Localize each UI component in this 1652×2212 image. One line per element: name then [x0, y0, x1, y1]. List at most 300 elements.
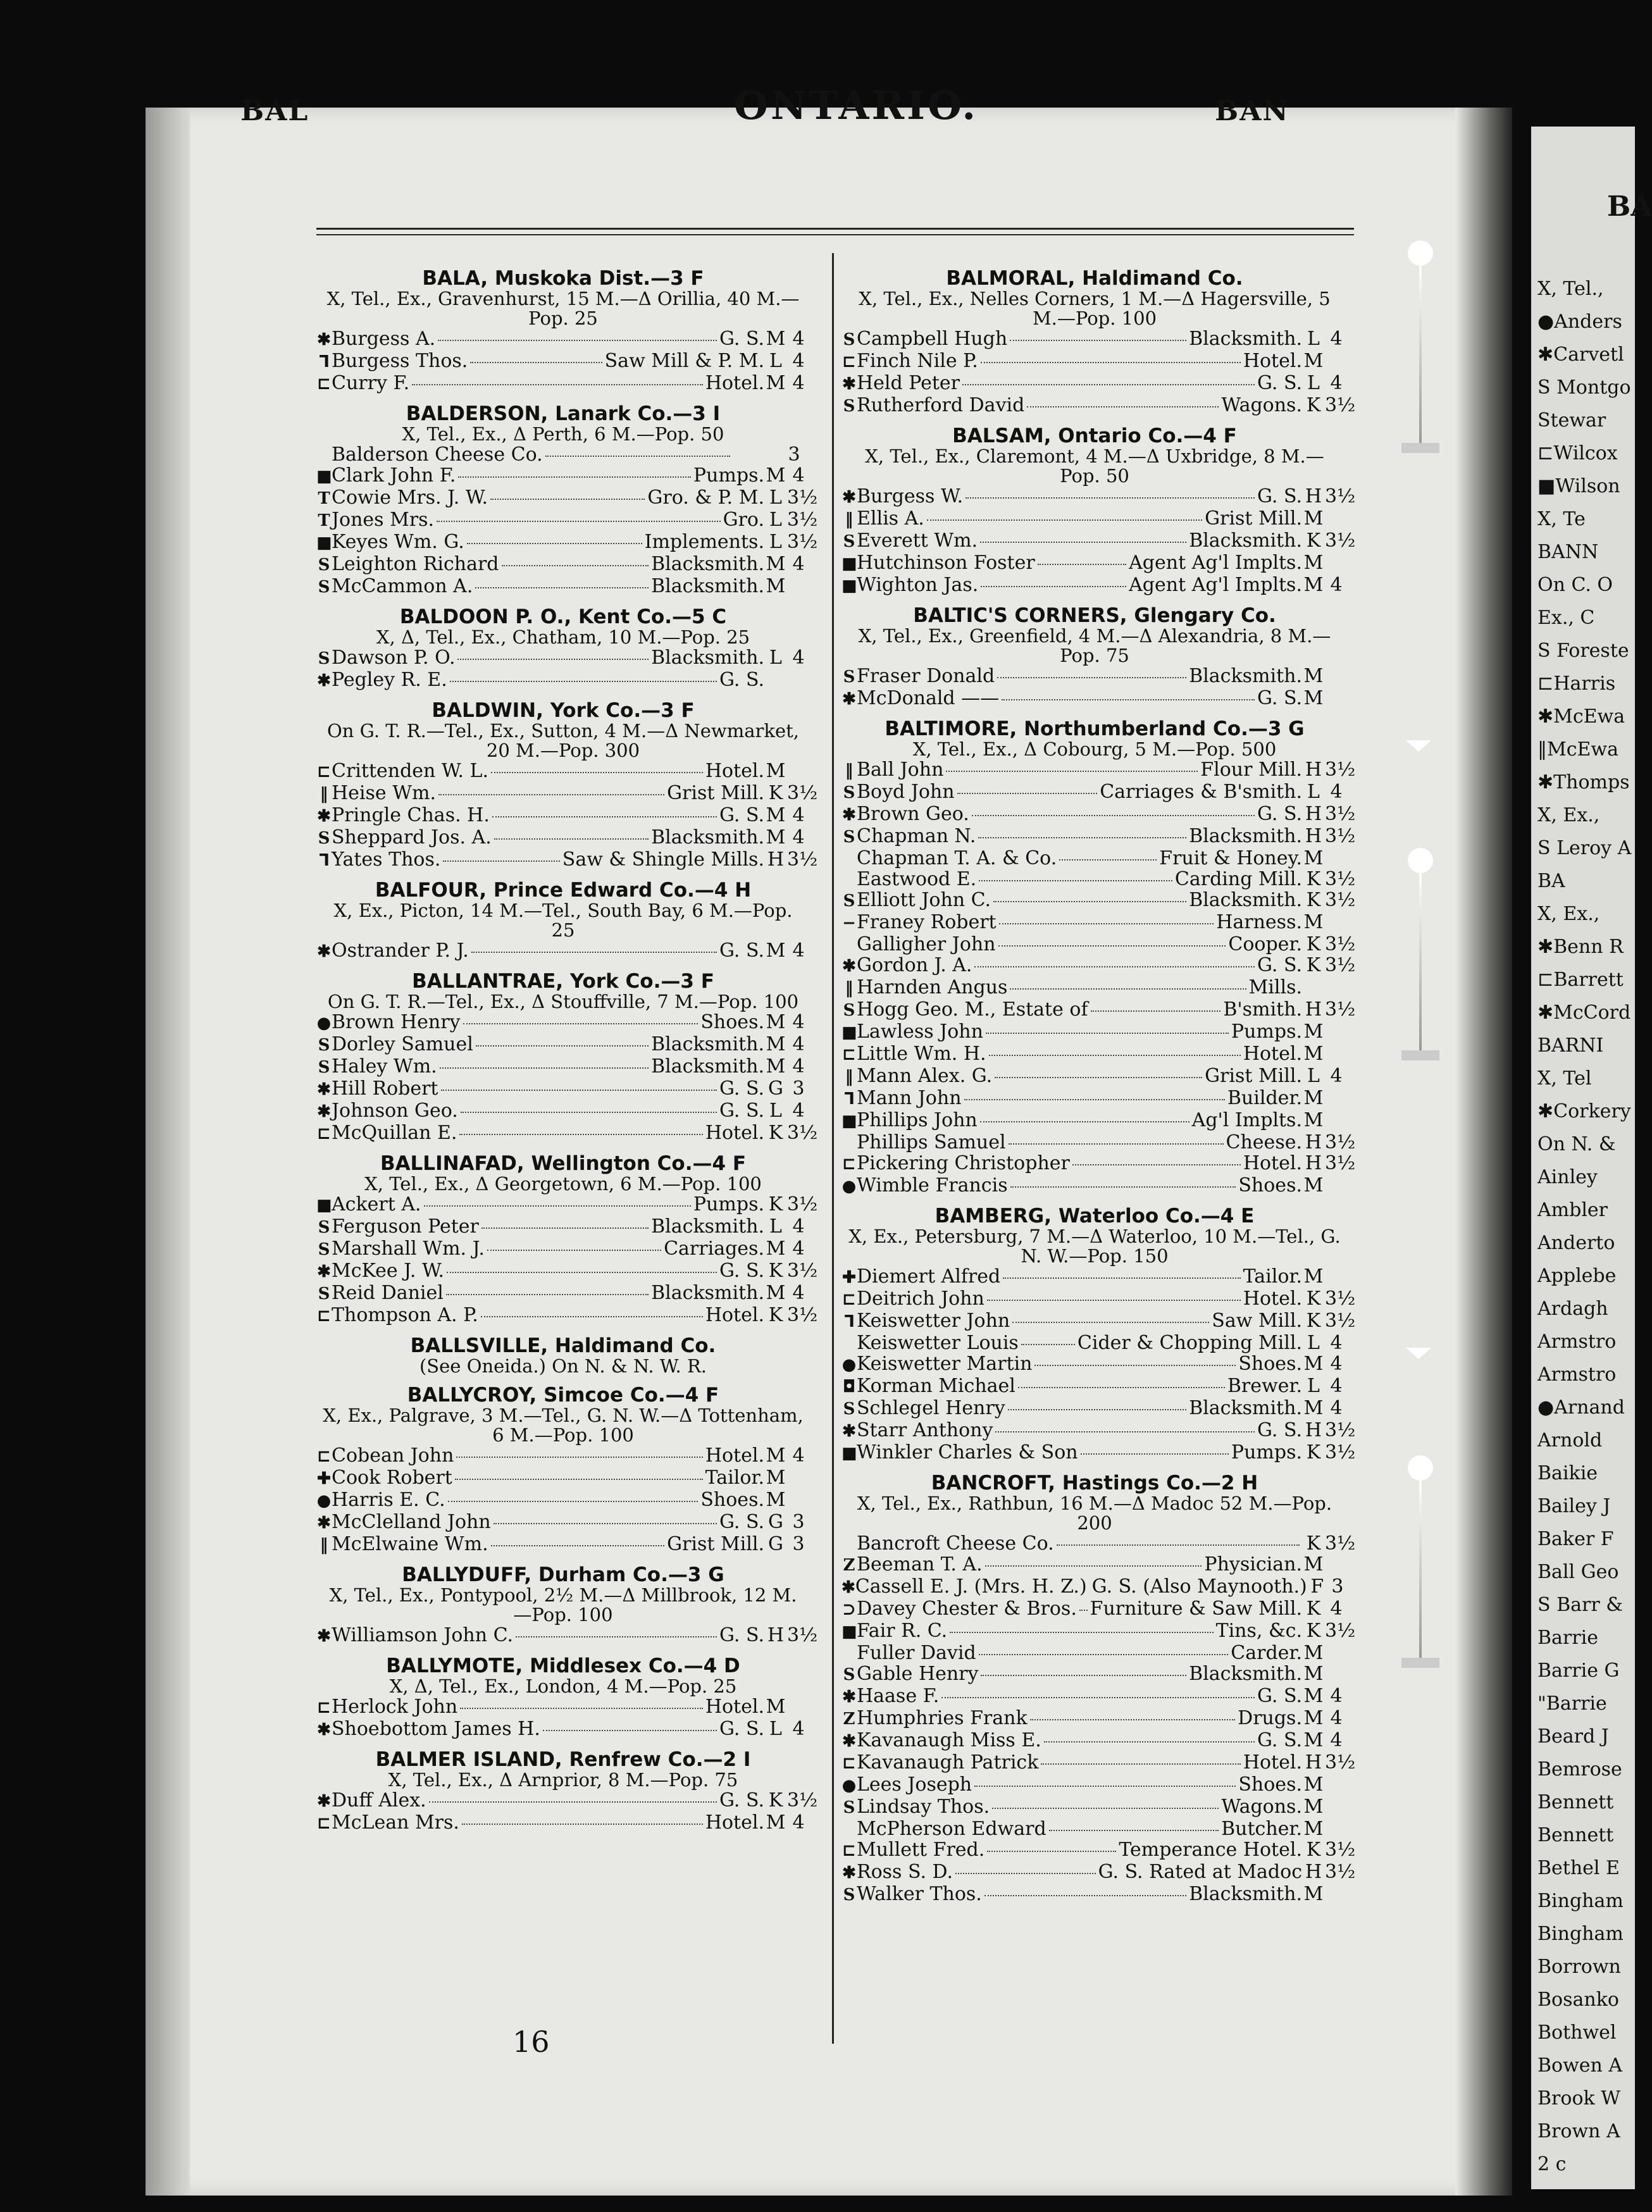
- listing-rating-capital: M: [1303, 1685, 1324, 1707]
- leader-dots: [1038, 564, 1126, 565]
- next-page-line: Ainley: [1537, 1166, 1598, 1188]
- leader-dots: [487, 1250, 661, 1251]
- leader-dots: [981, 586, 1126, 587]
- listing-name: McDonald ——: [857, 687, 1000, 709]
- listing-rating-credit: 4: [792, 940, 805, 962]
- listing-rating-credit: 3: [792, 1511, 805, 1533]
- listing-row: [316, 531, 818, 554]
- listing-rating-capital: K: [1306, 530, 1321, 552]
- trade-symbol-icon: ✱: [317, 1627, 331, 1646]
- listing-rating-credit: 4: [792, 1100, 805, 1122]
- leader-dots: [946, 771, 1198, 772]
- listing-business: Harness.: [1216, 911, 1302, 933]
- leader-dots: [941, 1697, 1255, 1698]
- trade-symbol-icon: S: [318, 1036, 330, 1055]
- listing-name: Ball John: [857, 759, 944, 781]
- listing-row: [842, 1663, 1348, 1686]
- leader-dots: [475, 587, 649, 588]
- listing-row: [842, 552, 1348, 575]
- leader-dots: [476, 1045, 649, 1047]
- next-page-line: Barrie: [1537, 1627, 1598, 1649]
- listing-rating-capital: M: [766, 1282, 786, 1304]
- leader-dots: [494, 838, 649, 840]
- listing-name: Chapman T. A. & Co.: [857, 847, 1057, 869]
- listing-name: Cassell E. J. (Mrs. H. Z.): [855, 1575, 1087, 1598]
- leader-dots: [1041, 1763, 1240, 1765]
- trade-symbol-icon: ‖: [320, 785, 328, 804]
- town-info: X, Tel., Ex., Greenfield, 4 M.—Δ Alexandria, 8 M.—Pop. 75: [858, 625, 1331, 666]
- listing-rating-capital: M: [1303, 507, 1324, 530]
- next-page-line: ✱Thomps: [1537, 771, 1630, 793]
- listing-name: Schlegel Henry: [857, 1397, 1005, 1419]
- next-page-line: 2 c: [1537, 2153, 1567, 2175]
- listing-name: McLean Mrs.: [332, 1811, 459, 1834]
- town-info: X, Ex., Palgrave, 3 M.—Tel., G. N. W.—Δ Tottenham, 6 M.—Pop. 100: [323, 1405, 804, 1446]
- listing-rating-capital: M: [766, 1011, 786, 1033]
- listing-row: [842, 530, 1356, 552]
- listing-name: Mullett Fred.: [857, 1839, 985, 1861]
- listing-name: Cook Robert: [332, 1467, 452, 1489]
- listing-row: [316, 1122, 818, 1145]
- listing-business: G. S. Rated at Madoc: [1098, 1861, 1302, 1883]
- listing-rating-credit: 4: [1330, 1353, 1343, 1375]
- leader-dots: [972, 815, 1255, 816]
- listing-rating-capital: M: [766, 1811, 786, 1834]
- listing-business: G. S.: [719, 1624, 764, 1646]
- leader-dots: [974, 1786, 1236, 1787]
- listing-row: [842, 1686, 1348, 1708]
- leader-dots: [457, 659, 649, 660]
- trade-symbol-icon: ■: [842, 1444, 857, 1463]
- next-page-line: Bailey J: [1537, 1495, 1611, 1517]
- listing-rating-capital: L: [1307, 328, 1320, 350]
- listing-name: Wighton Jas.: [857, 574, 979, 596]
- next-page-line: Anderto: [1537, 1232, 1615, 1254]
- listing-row: [316, 1696, 810, 1718]
- trade-symbol-icon: ✱: [317, 1720, 331, 1739]
- listing-rating-credit: 3½: [1325, 394, 1356, 416]
- listing-name: Marshall Wm. J.: [332, 1238, 485, 1260]
- next-page-line: ●Arnand: [1537, 1396, 1625, 1419]
- leader-dots: [995, 1431, 1255, 1432]
- listing-rating-capital: K: [1306, 1441, 1321, 1463]
- town-info: X, Tel., Ex., Claremont, 4 M.—Δ Uxbridge, 8 M.—Pop. 50: [865, 445, 1324, 487]
- listing-rating-credit: 4: [1330, 1375, 1343, 1397]
- listing-name: Pickering Christopher: [857, 1152, 1070, 1174]
- listing-business: Wagons.: [1221, 394, 1302, 416]
- listing-rating-credit: 4: [792, 553, 805, 575]
- running-head-left: BAL: [240, 95, 309, 127]
- listing-row: [842, 1730, 1348, 1752]
- listing-row: [842, 868, 1356, 890]
- listing-row: [842, 759, 1356, 781]
- trade-symbol-icon: S: [843, 668, 855, 687]
- trade-symbol-icon: ⊏: [842, 1754, 856, 1773]
- listing-rating-credit: 4: [792, 804, 805, 826]
- listing-rating-credit: 3½: [1325, 1441, 1356, 1463]
- listing-business: Blacksmith.: [651, 1282, 764, 1304]
- listing-row: [316, 465, 810, 487]
- listing-name: Mann John: [857, 1087, 962, 1109]
- listing-business: Grist Mill.: [1205, 507, 1302, 530]
- listing-row: [316, 1534, 810, 1556]
- listing-row: [316, 509, 818, 531]
- trade-symbol-icon: ⊏: [842, 352, 856, 371]
- listing-rating-capital: K: [768, 1260, 783, 1282]
- listing-row: [842, 373, 1348, 395]
- listing-rating-capital: K: [768, 1122, 783, 1144]
- listing-row: [316, 554, 810, 576]
- trade-symbol-icon: S: [843, 1001, 855, 1020]
- listing-business: Hotel.: [1243, 1152, 1302, 1174]
- listing-rating-capital: K: [1306, 1598, 1321, 1620]
- listing-row: [842, 848, 1348, 869]
- listing-rating-credit: 3½: [1325, 889, 1356, 911]
- leader-dots: [429, 1801, 717, 1803]
- town-heading: BALDWIN, York Co.—3 F: [432, 699, 695, 722]
- listing-name: Fraser Donald: [857, 665, 995, 687]
- leader-dots: [1079, 1610, 1088, 1611]
- listing-rating-credit: 3½: [787, 487, 818, 509]
- listing-row: [842, 1643, 1348, 1663]
- listing-rating-capital: K: [768, 1789, 783, 1811]
- listing-rating-capital: H: [1305, 1152, 1322, 1174]
- listing-row: [842, 1751, 1356, 1774]
- listing-rating-capital: L: [1307, 1332, 1320, 1354]
- trade-symbol-icon: −: [842, 914, 856, 933]
- listing-business: Agent Ag'l Implts.: [1129, 574, 1302, 596]
- listing-rating-credit: 4: [792, 464, 805, 487]
- trade-symbol-icon: ◘: [842, 1377, 856, 1396]
- town-heading: BALLYCROY, Simcoe Co.—4 F: [407, 1384, 719, 1407]
- listing-business: Carriages.: [664, 1238, 764, 1260]
- trade-symbol-icon: Z: [843, 1710, 855, 1729]
- listing-rating-credit: 3½: [1325, 998, 1356, 1021]
- listing-business: Shoes.: [1238, 1774, 1302, 1796]
- listing-name: Brown Geo.: [857, 803, 969, 825]
- trade-symbol-icon: ✱: [842, 1863, 856, 1882]
- listing-row: [316, 328, 810, 351]
- listing-rating-capital: M: [766, 575, 786, 597]
- leader-dots: [992, 1808, 1219, 1809]
- listing-business: Agent Ag'l Implts.: [1129, 552, 1302, 574]
- listing-rating-credit: 3½: [787, 531, 818, 553]
- listing-rating-capital: K: [768, 1304, 783, 1326]
- listing-name: Hill Robert: [332, 1078, 438, 1100]
- trade-symbol-icon: S: [843, 330, 855, 349]
- leader-dots: [1034, 1365, 1236, 1366]
- leader-dots: [974, 966, 1255, 967]
- listing-rating-capital: M: [1303, 574, 1324, 596]
- listing-name: Herlock John: [332, 1696, 458, 1718]
- trade-symbol-icon: T: [318, 511, 330, 530]
- listing-row: [842, 825, 1356, 848]
- listing-rating-capital: M: [766, 1055, 786, 1078]
- leader-dots: [456, 1457, 702, 1458]
- listing-row: [842, 998, 1356, 1021]
- listing-row: [316, 487, 818, 509]
- listing-business: G. S.: [719, 940, 764, 962]
- trade-symbol-icon: S: [843, 783, 855, 802]
- listing-rating-credit: 4: [792, 1238, 805, 1260]
- listing-business: G. S.: [719, 804, 764, 826]
- leader-dots: [964, 1099, 1225, 1100]
- leader-dots: [1010, 988, 1246, 990]
- trade-symbol-icon: ✱: [842, 1732, 856, 1751]
- listing-name: Gable Henry: [857, 1663, 979, 1685]
- trade-symbol-icon: ■: [842, 1112, 857, 1131]
- listing-business: Hotel.: [705, 1304, 764, 1326]
- leader-dots: [1010, 340, 1186, 341]
- listing-name: McElwaine Wm.: [332, 1533, 488, 1555]
- listing-rating-credit: 3½: [787, 1789, 818, 1811]
- listing-business: Brewer.: [1227, 1375, 1302, 1397]
- listing-business: Blacksmith.: [1189, 889, 1302, 911]
- listing-rating-credit: 4: [792, 1033, 805, 1055]
- trade-symbol-icon: ⊏: [317, 1307, 331, 1326]
- listing-rating-credit: 3½: [787, 509, 818, 531]
- next-page-line: S Montgo: [1537, 376, 1631, 399]
- listing-name: Haley Wm.: [332, 1055, 437, 1078]
- listing-name: Everett Wm.: [857, 530, 978, 552]
- listing-rating-capital: M: [1303, 1883, 1324, 1905]
- listing-business: Hotel.: [705, 372, 764, 394]
- listing-rating-capital: M: [766, 1489, 786, 1511]
- listing-business: Hotel.: [1243, 350, 1302, 372]
- listing-row: [842, 1861, 1356, 1884]
- listing-rating-credit: 4: [1330, 1397, 1343, 1419]
- listing-name: Winkler Charles & Son: [857, 1441, 1078, 1463]
- leader-dots: [1010, 1186, 1236, 1188]
- next-page-line: ✱Carvetl: [1537, 344, 1624, 366]
- trade-symbol-icon: S: [843, 1798, 855, 1817]
- leader-dots: [955, 1873, 1096, 1874]
- listing-rating-credit: 3½: [1325, 825, 1356, 847]
- listing-business: Wagons.: [1221, 1796, 1302, 1818]
- listing-row: [316, 1718, 810, 1741]
- next-page-line: Bethel E: [1537, 1857, 1620, 1879]
- listing-business: G. S.: [1257, 372, 1302, 394]
- listing-name: Phillips John: [857, 1109, 978, 1131]
- next-page-line: Baker F: [1537, 1528, 1614, 1550]
- listing-row: [842, 1376, 1348, 1398]
- listing-business: Builder.: [1227, 1087, 1302, 1109]
- listing-row: [316, 1034, 810, 1056]
- listing-business: Drugs.: [1238, 1707, 1302, 1729]
- next-page-line: S Foreste: [1537, 640, 1629, 662]
- page-number: 16: [512, 2025, 550, 2059]
- listing-name: Pringle Chas. H.: [332, 804, 490, 826]
- trade-symbol-icon: ✱: [317, 807, 331, 826]
- listing-row: [842, 485, 1356, 508]
- listing-rating-capital: H: [1305, 1751, 1322, 1774]
- listing-rating-capital: M: [1303, 1021, 1324, 1043]
- listing-name: Eastwood E.: [857, 868, 977, 890]
- binding-notch-icon: [1406, 1348, 1431, 1359]
- leader-dots: [412, 384, 703, 385]
- listing-rating-capital: L: [769, 1215, 782, 1238]
- leader-dots: [460, 1708, 703, 1709]
- listing-rating-credit: 4: [1330, 1332, 1343, 1354]
- listing-name: McPherson Edward: [857, 1818, 1046, 1840]
- leader-dots: [986, 1033, 1229, 1034]
- listing-rating-capital: K: [768, 782, 783, 804]
- trade-symbol-icon: S: [318, 649, 330, 668]
- next-page-line: Bowen A: [1537, 2054, 1623, 2077]
- listing-name: Harnden Angus: [857, 976, 1008, 998]
- listing-row: [316, 1512, 810, 1534]
- trade-symbol-icon: ✱: [317, 1792, 331, 1811]
- listing-name: Phillips Samuel: [857, 1131, 1006, 1153]
- leader-dots: [437, 521, 721, 522]
- leader-dots: [985, 1565, 1202, 1567]
- town-info: X, Tel., Ex., Δ Arnprior, 8 M.—Pop. 75: [388, 1769, 738, 1791]
- listing-rating-capital: M: [1303, 1174, 1324, 1196]
- leader-dots: [491, 1545, 664, 1546]
- listing-rating-capital: K: [1306, 889, 1321, 911]
- listing-business: Grist Mill.: [667, 1533, 764, 1555]
- next-page-line: On C. O: [1537, 574, 1613, 596]
- listing-business: Pumps.: [693, 1193, 764, 1215]
- listing-rating-capital: M: [1303, 1087, 1324, 1109]
- listing-row: [316, 1260, 818, 1283]
- town-heading: BAMBERG, Waterloo Co.—4 E: [935, 1205, 1255, 1227]
- listing-row: [842, 1043, 1348, 1066]
- leader-dots: [490, 499, 645, 500]
- leader-dots: [502, 565, 649, 566]
- listing-row: [842, 1152, 1356, 1175]
- leader-dots: [998, 945, 1226, 947]
- leader-dots: [471, 952, 717, 953]
- listing-rating-credit: 3½: [787, 782, 818, 804]
- listing-rating-credit: 3½: [787, 1260, 818, 1282]
- listing-rating-credit: 4: [1330, 1685, 1343, 1707]
- leader-dots: [447, 1272, 717, 1273]
- listing-name: Chapman N.: [857, 825, 976, 847]
- trade-symbol-icon: ✱: [317, 671, 331, 690]
- listing-name: McKee J. W.: [332, 1260, 445, 1282]
- trade-symbol-icon: ⅂: [319, 851, 329, 870]
- page-title: ONTARIO.: [734, 82, 979, 128]
- leader-dots: [987, 1851, 1116, 1852]
- trade-symbol-icon: S: [843, 532, 855, 551]
- listing-rating-capital: M: [1303, 1818, 1324, 1840]
- listing-business: Ag'l Implts.: [1191, 1109, 1302, 1131]
- listing-business: Cider & Chopping Mill.: [1077, 1332, 1302, 1354]
- leader-dots: [492, 816, 717, 817]
- listing-row: [316, 669, 810, 692]
- trade-symbol-icon: Z: [843, 1556, 855, 1575]
- binding-clip-icon: [1398, 1455, 1443, 1668]
- listing-row: [316, 1238, 810, 1260]
- leader-dots: [543, 1730, 717, 1731]
- listing-row: [842, 803, 1356, 826]
- town-info: On G. T. R.—Tel., Ex., Δ Stouffville, 7 M.—Pop. 100: [327, 991, 799, 1012]
- listing-row: [842, 1110, 1348, 1132]
- listing-row: [842, 508, 1348, 530]
- town-info: X, Tel., Ex., Nelles Corners, 1 M.—Δ Hagersville, 5 M.—Pop. 100: [859, 288, 1331, 329]
- leader-dots: [1012, 1322, 1209, 1323]
- listing-rating-capital: M: [1303, 1774, 1324, 1796]
- listing-rating-credit: 3½: [1325, 759, 1356, 781]
- next-page-line: Bennett: [1537, 1824, 1614, 1846]
- listing-name: Fuller David: [857, 1642, 976, 1664]
- listing-row: [316, 373, 810, 395]
- leader-dots: [1059, 859, 1157, 861]
- trade-symbol-icon: ●: [316, 1014, 332, 1033]
- trade-symbol-icon: ⅂: [319, 352, 329, 371]
- next-page-line: Applebe: [1537, 1265, 1617, 1287]
- listing-row: [316, 647, 810, 669]
- listing-rating-capital: M: [766, 1467, 786, 1489]
- listing-row: [842, 1554, 1348, 1576]
- leader-dots: [462, 1824, 703, 1825]
- listing-business: G. S.: [1257, 687, 1302, 709]
- listing-rating-capital: M: [766, 1238, 786, 1260]
- next-page-line: ✱Benn R: [1537, 936, 1624, 958]
- listing-rating-capital: M: [1303, 847, 1324, 869]
- listing-rating-extra: 3: [788, 444, 800, 466]
- listing-row: [842, 688, 1348, 710]
- listing-rating-capital: L: [769, 509, 782, 531]
- listing-row: [316, 1304, 818, 1327]
- listing-business: G. S.: [719, 669, 764, 691]
- next-page-line: ‖McEwa: [1537, 738, 1618, 761]
- leader-dots: [481, 1227, 649, 1229]
- town-heading: BALLYDUFF, Durham Co.—3 G: [402, 1563, 724, 1586]
- listing-name: Campbell Hugh: [857, 328, 1008, 350]
- listing-row: [316, 1283, 810, 1305]
- listing-business: Blacksmith.: [651, 1033, 764, 1055]
- leader-dots: [443, 861, 559, 862]
- listing-rating-capital: M: [766, 940, 786, 962]
- trade-symbol-icon: S: [843, 892, 855, 910]
- listing-rating-capital: L: [1307, 372, 1320, 394]
- next-page-line: X, Ex.,: [1537, 903, 1600, 925]
- listing-rating-credit: 4: [1330, 781, 1343, 803]
- trade-symbol-icon: ✚: [317, 1469, 331, 1488]
- next-page-line: BARNI: [1537, 1035, 1604, 1057]
- trade-symbol-icon: ⊏: [842, 1841, 856, 1860]
- trade-symbol-icon: ■: [316, 467, 332, 486]
- town-heading: BALDERSON, Lanark Co.—3 I: [406, 402, 721, 425]
- listing-business: Hotel.: [705, 1811, 764, 1834]
- listing-row: [316, 1012, 810, 1034]
- listing-rating-credit: 4: [792, 1011, 805, 1033]
- town-info: X, Tel., Ex., Pontypool, 2½ M.—Δ Millbrook, 12 M.—Pop. 100: [329, 1584, 797, 1625]
- left-column: [316, 259, 818, 1834]
- listing-rating-capital: K: [1306, 933, 1321, 955]
- listing-business: Hotel.: [1243, 1288, 1302, 1310]
- listing-name: Leighton Richard: [332, 553, 499, 575]
- listing-row: [316, 351, 810, 373]
- listing-name: Crittenden W. L.: [332, 760, 489, 782]
- next-page-line: Stewar: [1537, 409, 1606, 432]
- listing-name: Lawless John: [857, 1021, 983, 1043]
- listing-rating-capital: M: [1303, 1642, 1324, 1664]
- leader-dots: [980, 542, 1186, 543]
- listing-name: Galligher John: [857, 933, 996, 955]
- listing-business: Shoes.: [1238, 1174, 1302, 1196]
- listing-name: Wimble Francis: [857, 1174, 1008, 1196]
- listing-rating-credit: 4: [1330, 1729, 1343, 1751]
- listing-rating-credit: 3½: [1325, 803, 1356, 825]
- leader-dots: [438, 794, 664, 795]
- listing-business: Blacksmith.: [1189, 328, 1302, 350]
- listing-row: [842, 954, 1356, 977]
- listing-rating-capital: L: [1307, 1065, 1320, 1087]
- next-page-line: Barrie G: [1537, 1660, 1620, 1682]
